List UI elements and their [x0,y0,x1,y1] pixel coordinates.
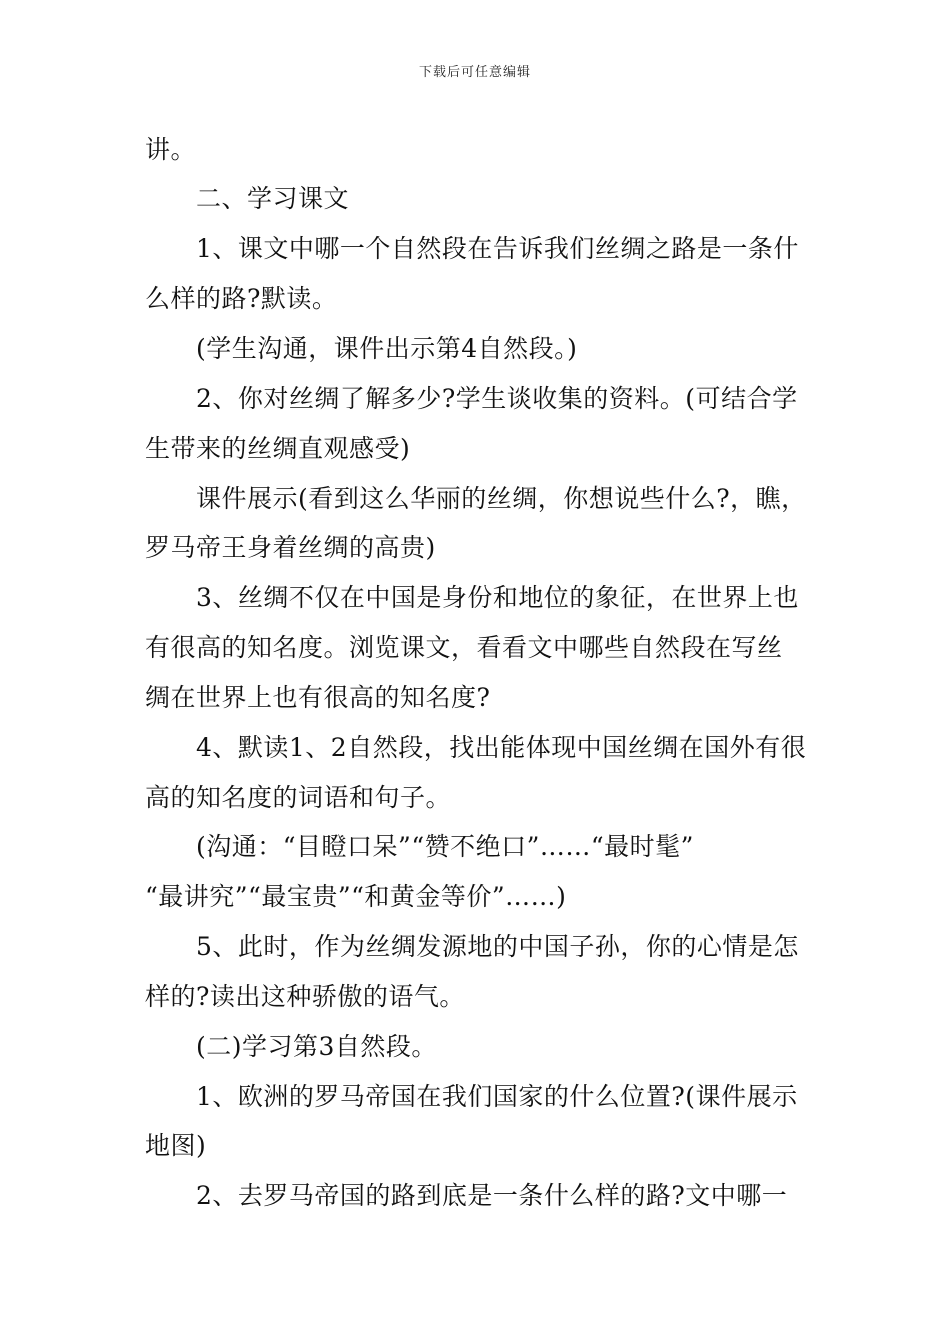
text-line: 有很高的知名度。浏览课文，看看文中哪些自然段在写丝 [145,633,783,662]
text-line: (沟通：“目瞪口呆”“赞不绝口”……“最时髦” [196,832,694,861]
text-line: “最讲究”“最宝贵”“和黄金等价”……) [145,882,567,911]
text-line: 高的知名度的词语和句子。 [145,783,452,812]
text-line: (学生沟通，课件出示第4自然段。) [196,334,578,363]
text-line: 么样的路?默读。 [145,284,338,313]
text-line: 样的?读出这种骄傲的语气。 [145,982,465,1011]
text-line: 1、课文中哪一个自然段在告诉我们丝绸之路是一条什 [196,234,799,263]
text-line: 讲。 [145,135,197,164]
text-line: 3、丝绸不仅在中国是身份和地位的象征，在世界上也 [196,583,799,612]
text-line: 2、去罗马帝国的路到底是一条什么样的路?文中哪一 [196,1181,788,1210]
section-heading: 二、学习课文 [196,184,350,213]
text-line: 4、默读1、2自然段，找出能体现中国丝绸在国外有很 [196,733,807,762]
text-line: 生带来的丝绸直观感受) [145,434,411,463]
section-heading: (二)学习第3自然段。 [196,1032,437,1061]
page-header: 下载后可任意编辑 [418,65,531,80]
text-line: 1、欧洲的罗马帝国在我们国家的什么位置?(课件展示 [196,1082,798,1111]
text-line: 5、此时，作为丝绸发源地的中国子孙，你的心情是怎 [196,932,799,961]
text-line: 罗马帝王身着丝绸的高贵) [145,533,436,562]
text-line: 课件展示(看到这么华丽的丝绸，你想说些什么?，瞧， [196,484,807,513]
text-line: 地图) [145,1131,207,1160]
text-line: 绸在世界上也有很高的知名度? [145,683,491,712]
text-line: 2、你对丝绸了解多少?学生谈收集的资料。(可结合学 [196,384,798,413]
